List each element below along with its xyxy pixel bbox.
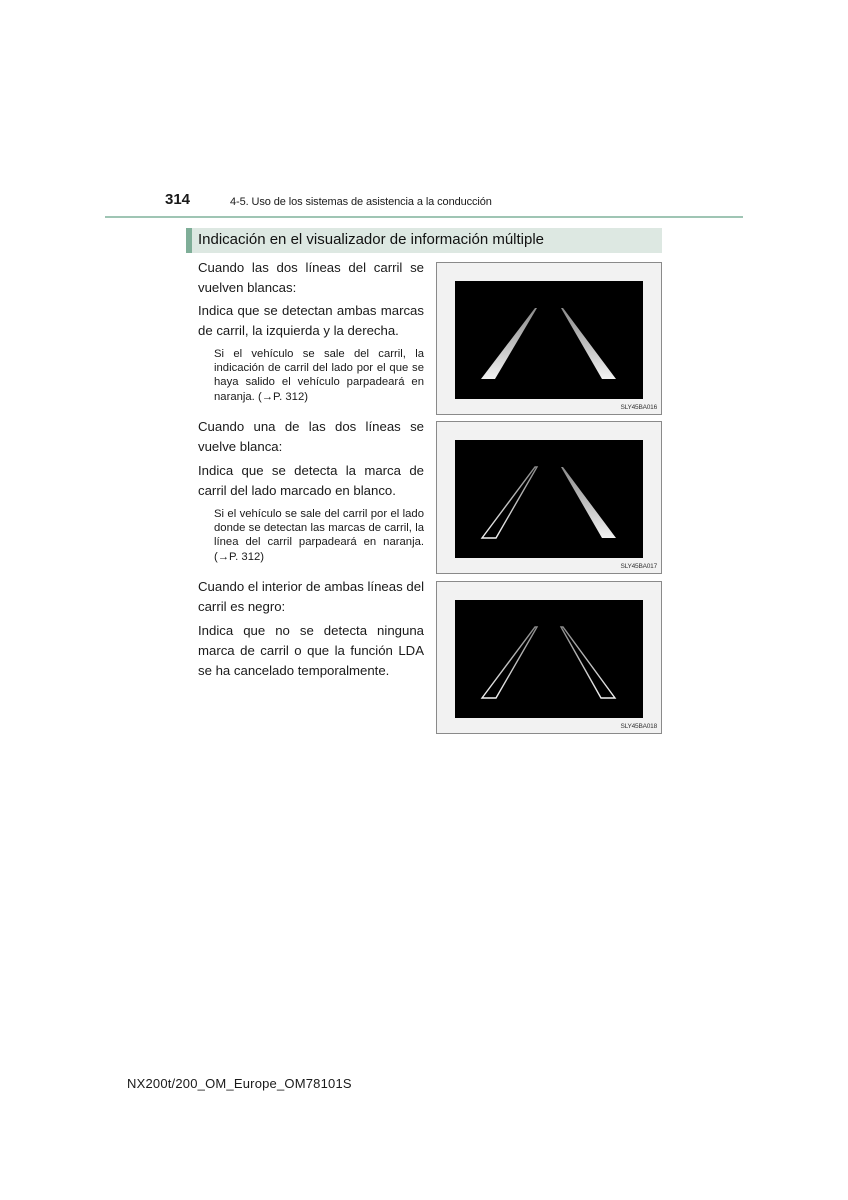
meaning-text-one-white: Indica que se detecta la marca de carril del lado marcado en blanco. <box>198 463 424 498</box>
left-lane-line <box>481 308 537 379</box>
right-lane-line <box>561 308 616 379</box>
right-lane-line <box>561 467 616 538</box>
note-text-one-white: Si el vehículo se sale del carril por el lado donde se detectan las marcas de carril, la línea del carril parpadeará en naranja. (→P. 312) <box>214 508 424 563</box>
footer-document-code: NX200t/200_OM_Europe_OM78101S <box>127 1076 352 1091</box>
left-lane-outline <box>482 467 537 538</box>
figure-no-lanes-detected <box>436 581 662 734</box>
section-title: Indicación en el visualizador de información múltiple <box>198 231 545 248</box>
display-screen <box>455 600 643 718</box>
meaning-text-both-white: Indica que se detectan ambas marcas de carril, la izquierda y la derecha. <box>198 303 424 338</box>
figure-code: SLY45BA016 <box>620 404 657 411</box>
figure-code: SLY45BA017 <box>620 563 657 570</box>
section-heading-bar <box>186 228 662 253</box>
condition-text-one-white: Cuando una de las dos líneas se vuelve blanca: <box>198 419 424 454</box>
lane-graphic <box>455 281 643 399</box>
breadcrumb: 4-5. Uso de los sistemas de asistencia a la conducción <box>230 196 492 208</box>
figure-code: SLY45BA018 <box>620 723 657 730</box>
page-number: 314 <box>165 191 191 208</box>
display-screen <box>455 281 643 399</box>
right-lane-outline <box>561 627 615 698</box>
lane-graphic <box>455 440 643 558</box>
lane-graphic <box>455 600 643 718</box>
header-divider <box>105 216 743 218</box>
figure-one-lane-detected <box>436 421 662 574</box>
meaning-text-both-black: Indica que no se detecta ninguna marca de carril o que la función LDA se ha cancelado temporalmente. <box>198 623 424 678</box>
figure-both-lanes-detected <box>436 262 662 415</box>
condition-text-both-white: Cuando las dos líneas del carril se vuelven blancas: <box>198 260 424 295</box>
display-screen <box>455 440 643 558</box>
left-lane-outline <box>482 627 537 698</box>
condition-text-both-black: Cuando el interior de ambas líneas del carril es negro: <box>198 579 424 614</box>
note-text-both-white: Si el vehículo se sale del carril, la indicación de carril del lado por el que se haya salido el vehículo parpadeará en naranja. (→P. 312) <box>214 348 424 403</box>
